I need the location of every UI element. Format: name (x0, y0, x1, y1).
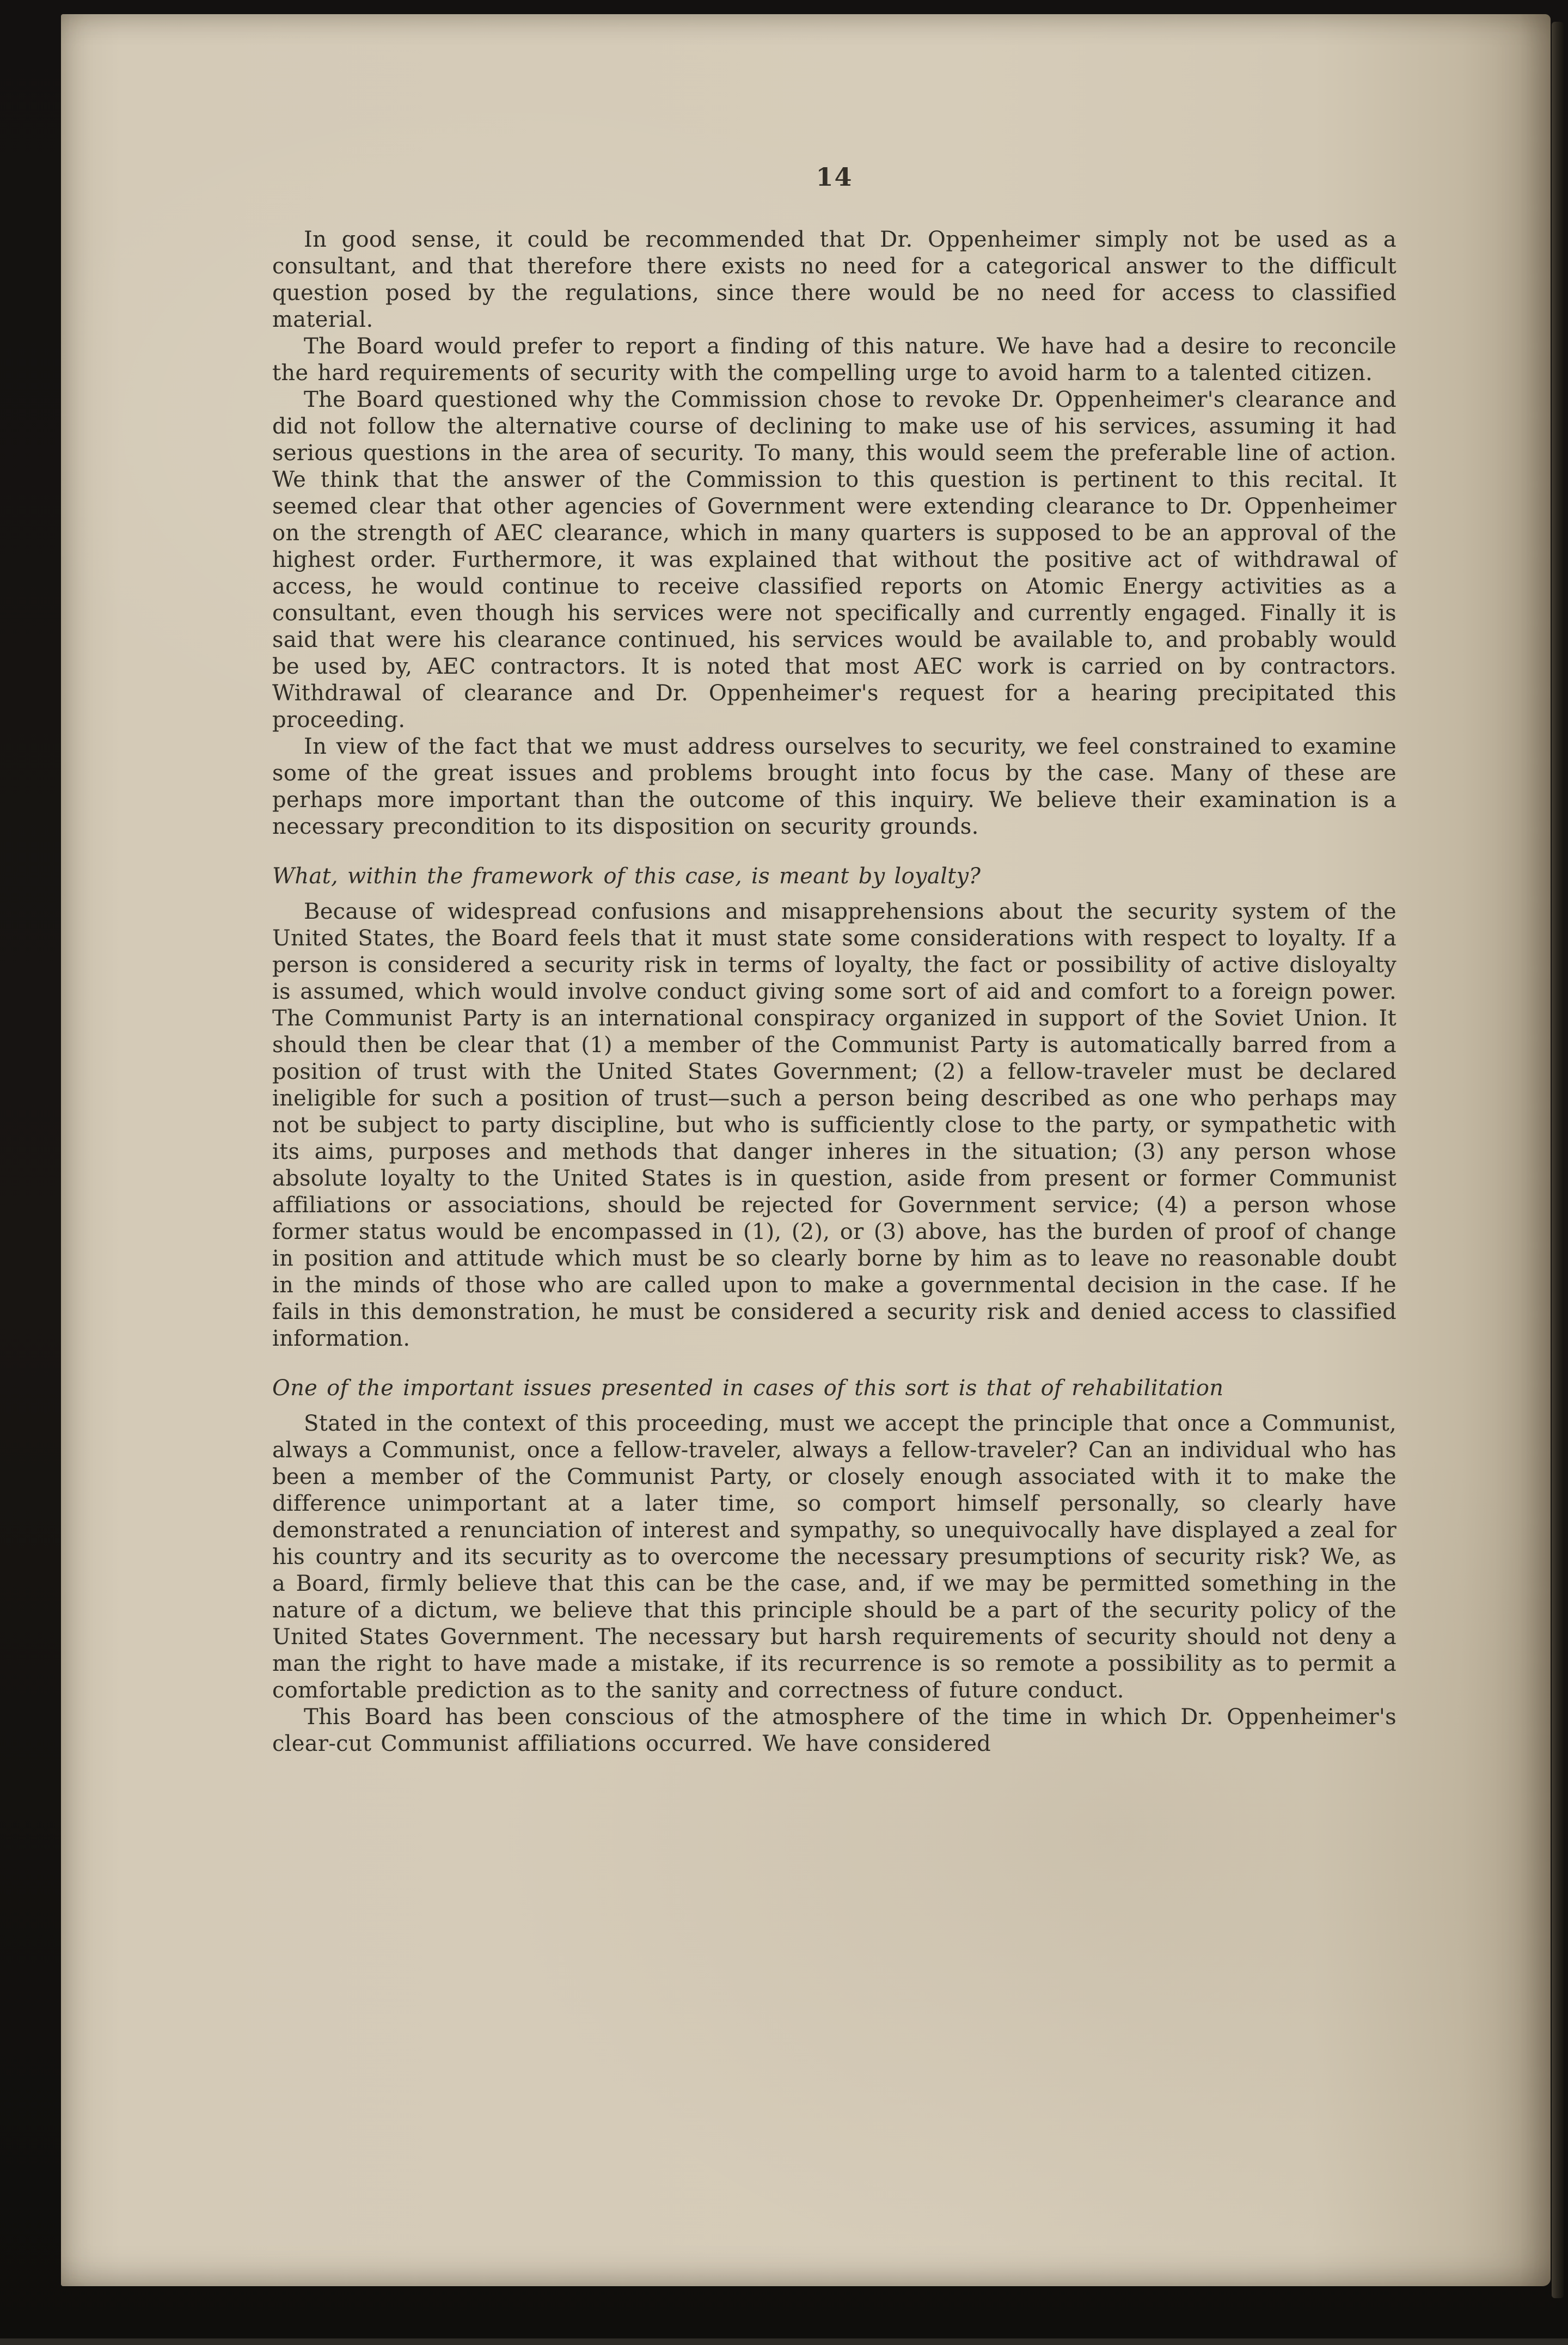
page-content-area (61, 14, 1551, 2286)
page-number: 14 (816, 162, 853, 192)
section-heading-loyalty: What, within the framework of this case, is meant by loyalty? (272, 864, 981, 889)
paragraph-commission-questioned: The Board questioned why the Commission chose to revoke Dr. Oppenheimer's clearance and did not follow the alternative course of declining to make use of his services, assuming it had serious questions in the area of security. To many, this would seem the preferable line of action. We think that the answer of the Commission to this question is pertinent to this recital. It seemed clear that other agencies of Government were extending clearance to Dr. Oppenheimer on the strength of AEC clearance, which in many quarters is supposed to be an approval of the highest order. Furthermore, it was explained that without the positive act of withdrawal of access, he would continue to receive classified reports on Atomic Energy activities as a consultant, even though his services were not specifically and currently engaged. Finally it is said that were his clearance continued, his services would be available to, and probably would be used by, AEC contractors. It is noted that most AEC work is carried on by contractors. Withdrawal of clearance and Dr. Oppenheimer's request for a hearing precipitated this proceeding. (272, 387, 1396, 732)
section-heading-rehabilitation: One of the important issues presented in cases of this sort is that of rehabilitation (272, 1376, 1224, 1401)
document-page (61, 14, 1551, 2286)
paragraph-atmosphere-of-time: This Board has been conscious of the atmosphere of the time in which Dr. Oppenheimer's clear-cut Communist affiliations occurred. We have considered (272, 1705, 1396, 1756)
book-fore-edge (1552, 22, 1564, 2298)
paragraph-board-preference: The Board would prefer to report a finding of this nature. We have had a desire to reconcile the hard requirements of security with the compelling urge to avoid harm to a talented citizen. (272, 334, 1396, 386)
paragraph-security-issues: In view of the fact that we must address ourselves to security, we feel constrained to examine some of the great issues and problems brought into focus by the case. Many of these are perhaps more important than the outcome of this inquiry. We believe their examination is a necessary precondition to its disposition on security grounds. (272, 734, 1396, 839)
paragraph-rehabilitation-principle: Stated in the context of this proceeding, must we accept the principle that once a Communist, always a Communist, once a fellow-traveler, always a fellow-traveler? Can an individual who has been a member of the Communist Party, or closely enough associated with it to make the difference unimportant at a later time, so comport himself personally, so clearly have demonstrated a renunciation of interest and sympathy, so unequivocally have displayed a zeal for his country and its security as to overcome the necessary presumptions of security risk? We, as a Board, firmly believe that this can be the case, and, if we may be permitted something in the nature of a dictum, we believe that this principle should be a part of the security policy of the United States Government. The necessary but harsh requirements of security should not deny a man the right to have made a mistake, if its recurrence is so remote a possibility as to permit a comfortable prediction as to the sanity and correctness of future conduct. (272, 1411, 1396, 1703)
paragraph-loyalty-considerations: Because of widespread confusions and misapprehensions about the security system of the United States, the Board feels that it must state some considerations with respect to loyalty. If a person is considered a security risk in terms of loyalty, the fact or possibility of active disloyalty is assumed, which would involve conduct giving some sort of aid and comfort to a foreign power. The Communist Party is an international conspiracy organized in support of the Soviet Union. It should then be clear that (1) a member of the Communist Party is automatically barred from a position of trust with the United States Government; (2) a fellow-traveler must be declared ineligible for such a position of trust—such a person being described as one who perhaps may not be subject to party discipline, but who is sufficiently close to the party, or sympathetic with its aims, purposes and methods that danger inheres in the situation; (3) any person whose absolute loyalty to the United States is in question, aside from present or former Communist affiliations or associations, should be rejected for Government service; (4) a person whose former status would be encompassed in (1), (2), or (3) above, has the burden of proof of change in position and attitude which must be so clearly borne by him as to leave no reasonable doubt in the minds of those who are called upon to make a governmental decision in the case. If he fails in this demonstration, he must be considered a security risk and denied access to classified information. (272, 899, 1396, 1351)
paragraph-consultant-recommendation: In good sense, it could be recommended that Dr. Oppenheimer simply not be used as a consultant, and that therefore there exists no need for a categorical answer to the difficult question posed by the regulations, since there would be no need for access to classified material. (272, 227, 1396, 332)
